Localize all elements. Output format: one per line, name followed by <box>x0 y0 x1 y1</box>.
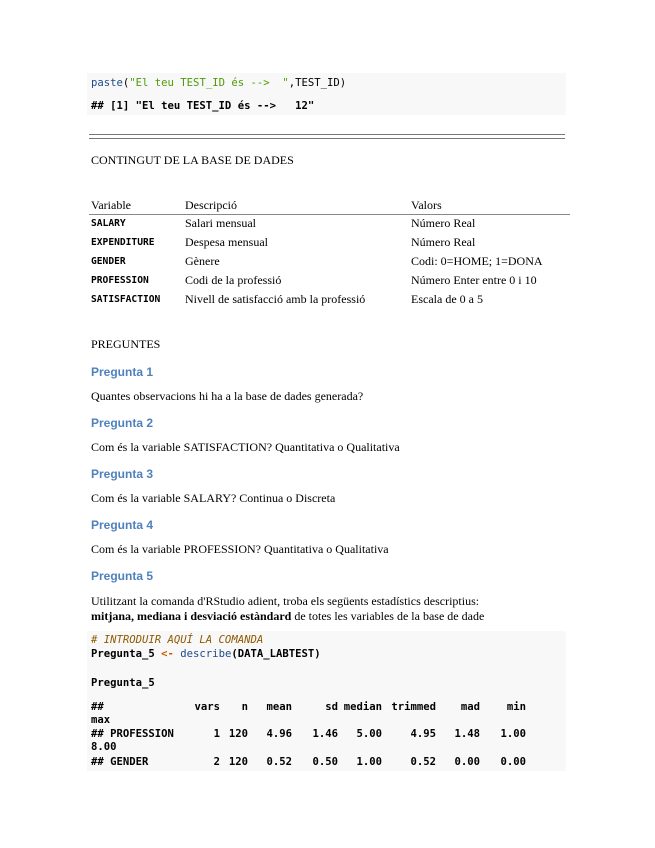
output-row-label: ## PROFESSION <box>91 728 174 740</box>
output-header-cell: min <box>506 701 526 713</box>
table-cell-desc: Codi de la professió <box>185 273 282 287</box>
question-text: Com és la variable SALARY? Continua o Discreta <box>91 491 336 505</box>
question-text-rest: de totes les variables de la base de dade <box>291 609 485 623</box>
output-row-wrap: 8.00 <box>91 741 117 753</box>
table-cell-values: Codi: 0=HOME; 1=DONA <box>411 254 543 268</box>
output-header-prefix: ## <box>91 701 104 713</box>
output-header-cell: vars <box>194 701 220 713</box>
output-cell: 0.00 <box>500 756 526 768</box>
output-cell: 120 <box>228 728 248 740</box>
questions-title: PREGUNTES <box>91 337 161 351</box>
code-line-describe <box>91 648 321 661</box>
output-cell: 0.52 <box>266 756 292 768</box>
table-cell-desc: Gènere <box>185 254 220 268</box>
table-cell-var: SATISFACTION <box>91 294 161 305</box>
section-divider <box>89 134 565 139</box>
code-function: paste <box>91 77 123 89</box>
output-cell: 5.00 <box>356 728 382 740</box>
output-cell: 1.48 <box>454 728 480 740</box>
table-cell-values: Escala de 0 a 5 <box>411 292 483 306</box>
table-cell-var: PROFESSION <box>91 275 149 286</box>
table-header-rule <box>89 214 570 215</box>
output-header-cell: sd <box>325 701 338 713</box>
output-cell: 1.00 <box>356 756 382 768</box>
table-header-variable: Variable <box>91 198 131 212</box>
table-header-description: Descripció <box>185 198 237 212</box>
code-string: "El teu TEST_ID és --> " <box>129 77 289 89</box>
output-cell: 0.52 <box>410 756 436 768</box>
table-cell-desc: Despesa mensual <box>185 235 268 249</box>
table-cell-values: Número Real <box>411 216 476 230</box>
question-text: Utilitzant la comanda d'RStudio adient, troba els següents estadístics descriptius: <box>91 594 480 608</box>
question-text: Com és la variable PROFESSION? Quantitativa o Qualitativa <box>91 542 389 556</box>
question-text-line2 <box>91 609 565 624</box>
code-line-print: Pregunta_5 <box>91 677 155 689</box>
table-cell-var: SALARY <box>91 218 126 229</box>
table-cell-var: GENDER <box>91 256 126 267</box>
table-cell-values: Número Enter entre 0 i 10 <box>411 273 537 287</box>
code-paren: ( <box>122 77 130 89</box>
output-cell: 120 <box>228 756 248 768</box>
table-cell-desc: Salari mensual <box>185 216 256 230</box>
question-text: Com és la variable SATISFACTION? Quantitativa o Qualitativa <box>91 440 400 454</box>
output-header-wrap: max <box>91 714 111 726</box>
output-header-cell: median <box>343 701 382 713</box>
table-cell-desc: Nivell de satisfacció amb la professió <box>185 292 366 306</box>
question-heading: Pregunta 3 <box>91 467 154 481</box>
output-cell: 4.96 <box>266 728 292 740</box>
question-heading: Pregunta 4 <box>91 518 154 532</box>
output-header-cell: mad <box>460 701 480 713</box>
code-line-paste <box>91 77 346 90</box>
output-header-cell: trimmed <box>391 701 436 713</box>
section-title: CONTINGUT DE LA BASE DE DADES <box>91 153 294 167</box>
output-cell: 0.50 <box>312 756 338 768</box>
table-cell-values: Número Real <box>411 235 476 249</box>
code-variable: Pregunta_5 <box>91 648 155 660</box>
question-heading: Pregunta 1 <box>91 365 154 379</box>
output-cell: 2 <box>213 756 220 768</box>
code-args: ,TEST_ID) <box>288 77 347 89</box>
output-cell: 1 <box>213 728 220 740</box>
code-block-paste <box>87 73 566 115</box>
output-cell: 1.00 <box>500 728 526 740</box>
code-function: describe <box>180 648 232 660</box>
question-text-bold: mitjana, mediana i desviació estàndard <box>91 609 292 623</box>
question-heading: Pregunta 5 <box>91 569 154 583</box>
code-args: (DATA_LABTEST) <box>231 648 321 660</box>
question-heading: Pregunta 2 <box>91 416 154 430</box>
table-header-values: Valors <box>411 198 442 212</box>
output-header-cell: mean <box>266 701 292 713</box>
output-cell: 0.00 <box>454 756 480 768</box>
output-cell: 1.46 <box>312 728 338 740</box>
output-cell: 4.95 <box>410 728 436 740</box>
code-comment: # INTRODUIR AQUÍ LA COMANDA <box>91 634 264 646</box>
output-header-cell: n <box>241 701 248 713</box>
output-row-label: ## GENDER <box>91 756 149 768</box>
code-assign: <- <box>154 648 181 660</box>
code-output: ## [1] "El teu TEST_ID és --> 12" <box>91 100 315 112</box>
question-text: Quantes observacions hi ha a la base de dades generada? <box>91 389 364 403</box>
table-cell-var: EXPENDITURE <box>91 237 155 248</box>
